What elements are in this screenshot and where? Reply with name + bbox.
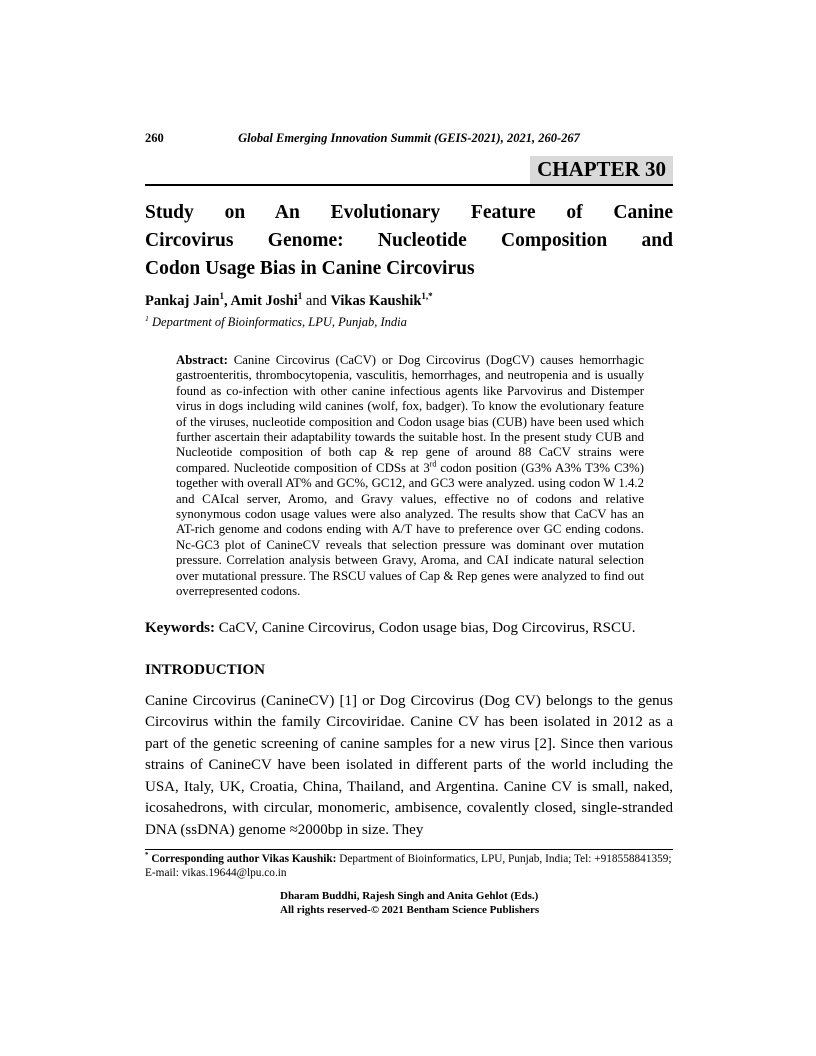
corresponding-author-footnote [145,853,673,880]
author-3-name: Vikas Kaushik [330,293,422,309]
ordinal-superscript: rd [429,459,437,469]
abstract-text-part-2: codon position (G3% A3% T3% C3%) together with overall AT% and GC%, GC12, and GC3 were analyzed. using codon W 1.4.2 and CAIcal server, Aromo, and Gravy values, effective no of codons and relative synonymous codon usage values were also analyzed. The results show that CaCV has an AT-rich genome and codons ending with A/T have to preference over GC ending codons. Nc-GC3 plot of CanineCV reveals that selection pressure was dominant over mutation pressure. Correlation analysis between Gravy, Aroma, and CAI indicate natural selection over mutational pressure. The RSCU values of Cap & Rep genes were analyzed to find out overrepresented codons. [176,460,644,599]
author-1-name: Pankaj Jain [145,293,220,309]
chapter-badge: CHAPTER 30 [530,156,673,184]
footnote-label: Corresponding author Vikas Kaushik: [148,853,337,865]
author-3-affiliation-superscript [421,291,432,301]
chapter-header-row [145,156,673,186]
page-content-column [145,0,673,917]
introduction-heading: INTRODUCTION [145,661,266,678]
footnote-divider [145,849,673,850]
keywords-text: CaCV, Canine Circovirus, Codon usage bias, Dog Circovirus, RSCU. [215,619,636,636]
keywords-line [145,619,673,638]
affiliation-superscript: 1 [145,313,149,323]
footnote-text: Department of Bioinformatics, LPU, Punjab, India; Tel: +918558841359; E-mail: vikas.19644@lpu.co.in [145,853,672,879]
publisher-block [280,889,673,917]
byline-conjunction: and [302,293,331,309]
article-title-line-3: Codon Usage Bias in Canine Circovirus [145,258,475,279]
article-title-line-1: Study on An Evolutionary Feature of Canine [145,202,673,223]
article-title [145,199,673,283]
abstract-paragraph [176,353,644,600]
abstract-text-part-1: Canine Circovirus (CaCV) or Dog Circovirus (DogCV) causes hemorrhagic gastroenteritis, thrombocytopenia, vasculitis, hemorrhages, and neutropenia and is usually found as co-infection with other canine infectious agents like Parvovirus and Distemper virus in dogs including wild canines (wolf, fox, badger). To know the evolutionary feature of the viruses, nucleotide composition and Codon usage bias (CUB) have been used which further ascertain their adaptability towards the suitable host. In the present study CUB and Nucleotide composition of both cap & rep gene of around 88 CaCV strains were compared. Nucleotide composition of CDSs at 3 [176,353,644,475]
author-separator: , [224,293,231,309]
keywords-label: Keywords: [145,619,215,636]
author-1-superscript-text: 1 [219,291,225,302]
abstract-label: Abstract: [176,353,228,367]
running-title: Global Emerging Innovation Summit (GEIS-2021), 2021, 260-267 [238,131,580,145]
author-2-superscript-text: 1 [297,291,303,302]
editors-line: Dharam Buddhi, Rajesh Singh and Anita Gehlot (Eds.) [280,890,539,902]
introduction-paragraph: Canine Circovirus (CanineCV) [1] or Dog Circovirus (Dog CV) belongs to the genus Circovirus within the family Circoviridae. Canine CV has been isolated in 2012 as a part of the genetic screening of canine samples for a new virus [2]. Since then various strains of CanineCV have been isolated in different parts of the world including the USA, Italy, UK, Croatia, China, Thailand, and Argentina. Canine CV is small, naked, icosahedrons, with circular, monomeric, ambisence, covalently closed, single-stranded DNA (ssDNA) genome ≈2000bp in size. They [145,692,673,838]
author-byline [145,292,673,310]
running-header [145,131,673,146]
author-2-name: Amit Joshi [230,293,298,309]
page-number: 260 [145,131,164,145]
affiliation-line [145,315,673,330]
author-3-superscript-text: 1,* [421,291,433,302]
footnote-asterisk-text: * [145,851,149,860]
article-title-line-2: Circovirus Genome: Nucleotide Composition and [145,230,673,251]
rights-line: All rights reserved-© 2021 Bentham Science Publishers [280,904,540,916]
affiliation-text: Department of Bioinformatics, LPU, Punjab, India [148,315,407,329]
